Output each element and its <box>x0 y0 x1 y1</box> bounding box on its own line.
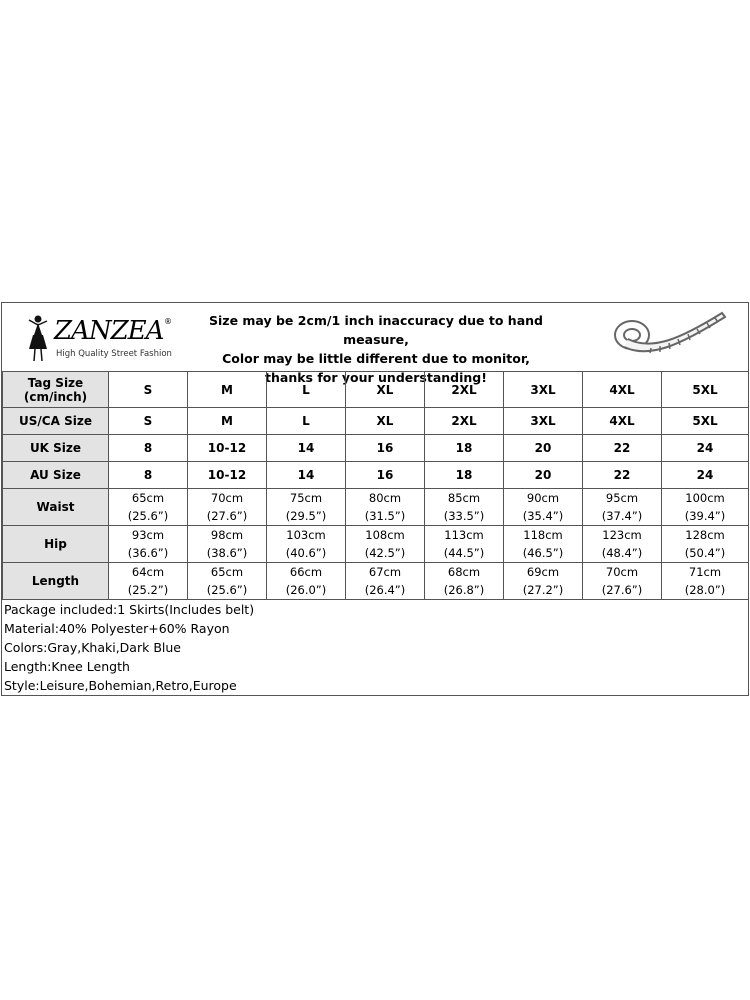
measure-cm: 65cm <box>131 491 165 505</box>
measure-cm: 103cm <box>286 528 326 542</box>
measure-inch: (31.5”) <box>364 509 406 523</box>
measure-cm: 80cm <box>368 491 402 505</box>
table-row <box>3 408 749 435</box>
size-cell: 16 <box>346 462 425 489</box>
detail-line: Style:Leisure,Bohemian,Retro,Europe <box>4 678 237 693</box>
measure-inch: (26.4”) <box>364 583 406 597</box>
chart-header <box>2 303 748 385</box>
size-cell: XL <box>346 408 425 435</box>
size-cell: 14 <box>267 462 346 489</box>
measure-inch: (46.5”) <box>522 546 564 560</box>
size-cell: 22 <box>583 435 662 462</box>
row-label: UK Size <box>3 435 109 462</box>
measuring-tape-icon <box>610 309 730 365</box>
measure-cm: 70cm <box>605 565 639 579</box>
measure-cell <box>504 526 583 563</box>
size-cell: S <box>109 372 188 408</box>
measure-cm: 113cm <box>444 528 484 542</box>
measure-cell <box>267 526 346 563</box>
table-row <box>3 462 749 489</box>
size-cell: 24 <box>662 435 749 462</box>
size-cell: 2XL <box>425 372 504 408</box>
size-cell: 4XL <box>583 372 662 408</box>
measure-inch: (50.4”) <box>684 546 726 560</box>
measure-cell <box>662 489 749 526</box>
measure-inch: (35.4”) <box>522 509 564 523</box>
size-cell: XL <box>346 372 425 408</box>
size-cell: 8 <box>109 462 188 489</box>
table-row <box>3 435 749 462</box>
dancer-figure-icon <box>24 313 52 363</box>
measure-cell <box>188 489 267 526</box>
measure-cm: 69cm <box>526 565 560 579</box>
measure-inch: (27.6”) <box>601 583 643 597</box>
measure-cm: 71cm <box>688 565 722 579</box>
measure-cell <box>346 563 425 600</box>
measure-cm: 65cm <box>210 565 244 579</box>
size-cell: 20 <box>504 462 583 489</box>
measure-cell <box>425 526 504 563</box>
size-cell: 14 <box>267 435 346 462</box>
measure-cell <box>583 526 662 563</box>
measure-cell <box>583 489 662 526</box>
size-cell: 22 <box>583 462 662 489</box>
measure-cell <box>267 489 346 526</box>
measure-cm: 75cm <box>289 491 323 505</box>
size-cell: 16 <box>346 435 425 462</box>
measure-cm: 70cm <box>210 491 244 505</box>
measure-cell <box>109 489 188 526</box>
detail-line: Material:40% Polyester+60% Rayon <box>4 621 230 636</box>
measure-cell <box>583 563 662 600</box>
measure-cm: 90cm <box>526 491 560 505</box>
size-cell: M <box>188 408 267 435</box>
measure-inch: (33.5”) <box>443 509 485 523</box>
measure-cell <box>109 563 188 600</box>
measure-inch: (29.5”) <box>285 509 327 523</box>
size-cell: 20 <box>504 435 583 462</box>
measure-cm: 66cm <box>289 565 323 579</box>
size-cell: M <box>188 372 267 408</box>
measure-cm: 128cm <box>685 528 725 542</box>
row-label: Tag Size (cm/inch) <box>3 372 109 408</box>
measure-cell <box>109 526 188 563</box>
measure-cm: 123cm <box>602 528 642 542</box>
table-row <box>3 372 749 408</box>
measure-inch: (39.4”) <box>684 509 726 523</box>
measure-inch: (27.2”) <box>522 583 564 597</box>
size-cell: 3XL <box>504 372 583 408</box>
measure-cm: 68cm <box>447 565 481 579</box>
measure-cm: 67cm <box>368 565 402 579</box>
detail-line: Colors:Gray,Khaki,Dark Blue <box>4 640 181 655</box>
row-label: Hip <box>3 526 109 563</box>
row-label: US/CA Size <box>3 408 109 435</box>
measure-cell <box>188 563 267 600</box>
detail-line: Length:Knee Length <box>4 659 130 674</box>
size-table <box>2 371 749 600</box>
measure-cell <box>188 526 267 563</box>
measure-cm: 85cm <box>447 491 481 505</box>
measure-cm: 98cm <box>210 528 244 542</box>
detail-line: Package included:1 Skirts(Includes belt) <box>4 602 255 617</box>
table-row <box>3 563 749 600</box>
measure-cell <box>504 489 583 526</box>
size-cell: 18 <box>425 435 504 462</box>
measure-inch: (48.4”) <box>601 546 643 560</box>
measure-inch: (25.6”) <box>206 583 248 597</box>
measure-inch: (28.0”) <box>684 583 726 597</box>
size-cell: 10-12 <box>188 462 267 489</box>
measure-inch: (36.6”) <box>127 546 169 560</box>
size-cell: 5XL <box>662 408 749 435</box>
row-label: Waist <box>3 489 109 526</box>
measure-inch: (25.2”) <box>127 583 169 597</box>
measure-inch: (40.6”) <box>285 546 327 560</box>
table-row <box>3 526 749 563</box>
measure-cm: 64cm <box>131 565 165 579</box>
measure-inch: (42.5”) <box>364 546 406 560</box>
brand-name: ZANZEA <box>54 316 164 346</box>
size-cell: 5XL <box>662 372 749 408</box>
notice-line: thanks for your understanding! <box>265 370 487 385</box>
size-cell: 2XL <box>425 408 504 435</box>
size-cell: 8 <box>109 435 188 462</box>
size-chart <box>1 302 749 696</box>
measure-cell <box>346 526 425 563</box>
notice-line: Color may be little different due to monitor, <box>222 351 530 366</box>
size-cell: S <box>109 408 188 435</box>
measure-cell <box>425 563 504 600</box>
measure-inch: (26.0”) <box>285 583 327 597</box>
measure-cm: 93cm <box>131 528 165 542</box>
product-details <box>2 600 748 695</box>
measure-cm: 118cm <box>523 528 563 542</box>
brand-logo <box>24 313 184 365</box>
brand-tagline: High Quality Street Fashion <box>56 349 172 359</box>
size-cell: 3XL <box>504 408 583 435</box>
size-cell: L <box>267 372 346 408</box>
measure-cm: 100cm <box>685 491 725 505</box>
measure-cell <box>504 563 583 600</box>
measure-inch: (25.6”) <box>127 509 169 523</box>
size-cell: 18 <box>425 462 504 489</box>
measure-cm: 95cm <box>605 491 639 505</box>
size-cell: 24 <box>662 462 749 489</box>
size-cell: 4XL <box>583 408 662 435</box>
measure-cell <box>425 489 504 526</box>
table-row <box>3 489 749 526</box>
measure-cell <box>346 489 425 526</box>
measure-inch: (27.6”) <box>206 509 248 523</box>
measure-cell <box>662 526 749 563</box>
size-cell: 10-12 <box>188 435 267 462</box>
measure-inch: (26.8”) <box>443 583 485 597</box>
row-label: Length <box>3 563 109 600</box>
measure-cm: 108cm <box>365 528 405 542</box>
registered-mark: ® <box>164 317 172 326</box>
notice-line: Size may be 2cm/1 inch inaccuracy due to hand measure, <box>209 313 543 347</box>
measure-inch: (44.5”) <box>443 546 485 560</box>
measure-cell <box>662 563 749 600</box>
row-label: AU Size <box>3 462 109 489</box>
measure-inch: (38.6”) <box>206 546 248 560</box>
measure-cell <box>267 563 346 600</box>
measure-inch: (37.4”) <box>601 509 643 523</box>
size-cell: L <box>267 408 346 435</box>
